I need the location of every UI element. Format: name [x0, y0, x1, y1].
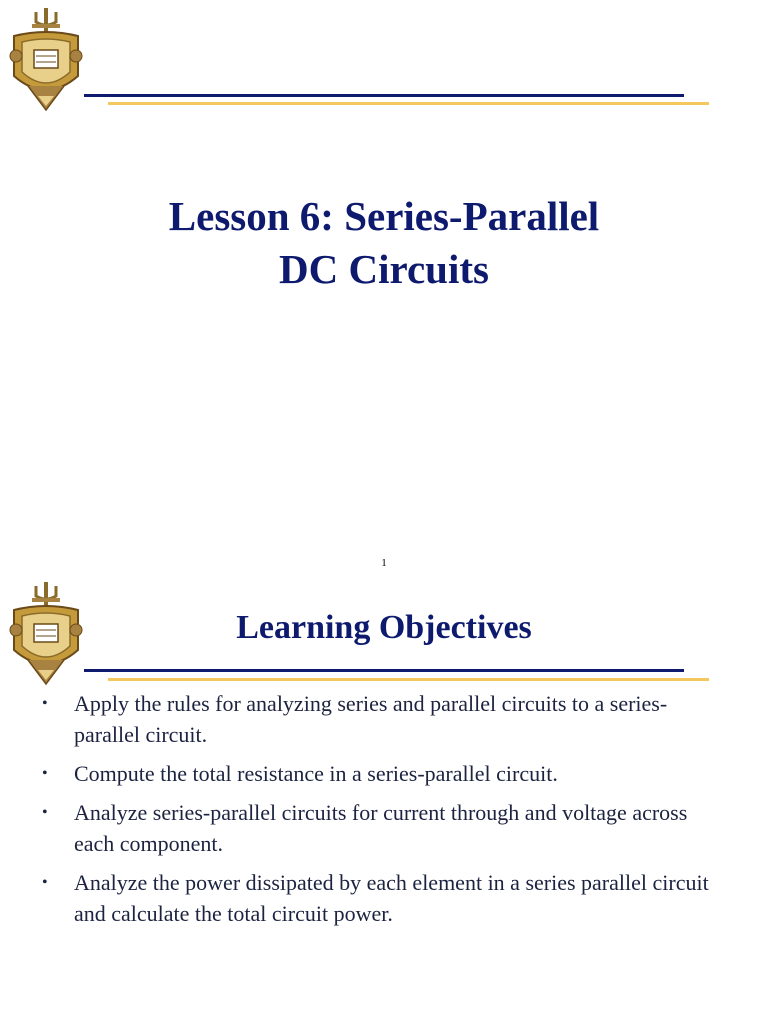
lesson-title-line-2: DC Circuits [279, 246, 489, 292]
header-rule-navy [84, 669, 684, 672]
list-item [42, 797, 722, 859]
header-rule-gold [108, 678, 709, 681]
naval-academy-crest-icon [6, 6, 86, 114]
bullet-icon: • [42, 804, 48, 821]
objectives-list [42, 688, 722, 937]
objectives-slide [0, 576, 768, 1024]
header-rule-gold [108, 102, 709, 105]
list-item [42, 758, 722, 789]
bullet-icon: • [42, 874, 48, 891]
bullet-icon: • [42, 695, 48, 712]
page-number: 1 [381, 557, 387, 569]
header-rule-navy [84, 94, 684, 97]
list-item [42, 688, 722, 750]
list-item [42, 867, 722, 929]
objective-text: Analyze series-parallel circuits for current through and voltage across each component. [74, 800, 688, 856]
objectives-title: Learning Objectives [236, 609, 532, 646]
lesson-title-line-1: Lesson 6: Series-Parallel [168, 193, 600, 239]
lesson-title [0, 190, 768, 296]
objective-text: Compute the total resistance in a series-parallel circuit. [74, 761, 558, 786]
objective-text: Analyze the power dissipated by each element in a series parallel circuit and calculate the total circuit power. [74, 870, 709, 926]
bullet-icon: • [42, 765, 48, 782]
objective-text: Apply the rules for analyzing series and parallel circuits to a series-parallel circuit. [74, 691, 668, 747]
